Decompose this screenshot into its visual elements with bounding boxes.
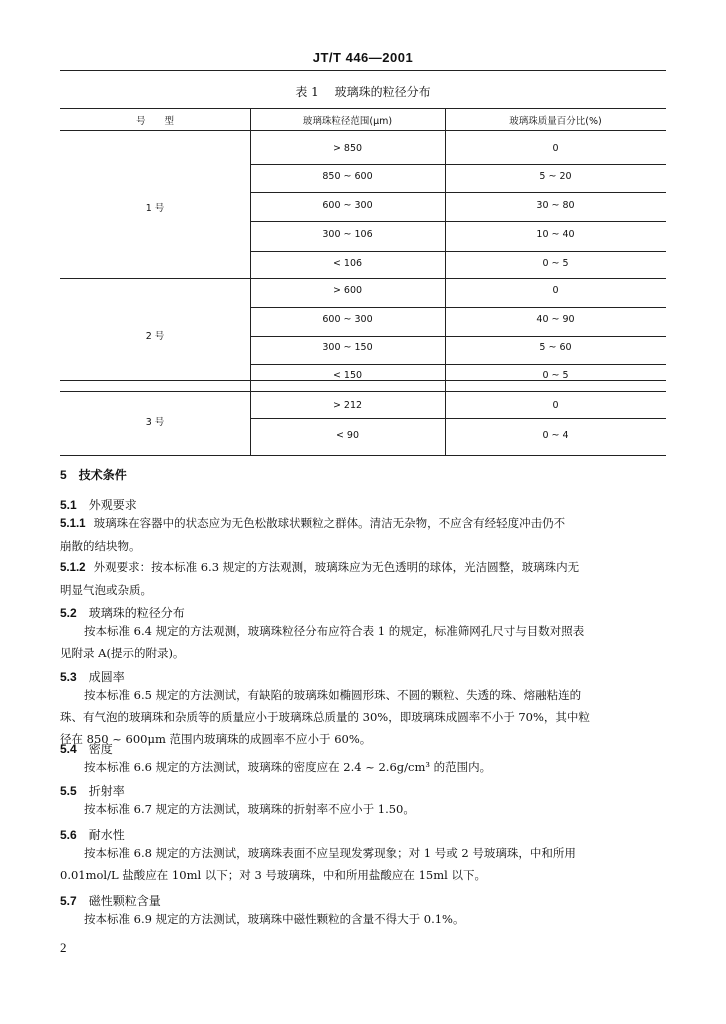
section-5-7-heading xyxy=(60,892,161,909)
mass-percent-cell: 30 ~ 80 xyxy=(536,200,575,211)
paragraph-line: 明显气泡或杂质。 xyxy=(60,583,152,597)
header-rule xyxy=(60,70,666,71)
section-5-5-heading xyxy=(60,782,125,799)
mass-percent-cell: 5 ~ 60 xyxy=(539,342,572,353)
section-title: 玻璃珠的粒径分布 xyxy=(88,606,185,620)
section-number: 5.7 xyxy=(60,894,77,908)
section-5-4-heading xyxy=(60,740,113,757)
mass-percent-cell: 0 xyxy=(552,143,559,154)
paragraph-line: 0.01mol/L 盐酸应在 10ml 以下；对 3 号玻璃珠，中和所用盐酸应在 15ml 以下。 xyxy=(60,868,486,882)
table-header-rule xyxy=(60,130,666,131)
type-label: 2 号 xyxy=(145,331,165,342)
paragraph-line: 按本标准 6.6 规定的方法测试，玻璃珠的密度应在 2.4 ~ 2.6g/cm³ 的范围内。 xyxy=(84,760,492,774)
table-caption xyxy=(0,83,726,100)
section-5-heading xyxy=(60,466,127,483)
section-number: 5.1.2 xyxy=(60,562,86,574)
section-title: 折射率 xyxy=(88,784,125,798)
section-title: 耐水性 xyxy=(88,828,125,842)
size-range-cell: 300 ~ 150 xyxy=(322,342,373,353)
type-label: 3 号 xyxy=(145,417,165,428)
particle-size-table xyxy=(60,108,666,455)
section-number: 5.4 xyxy=(60,742,77,756)
row-rule xyxy=(250,164,666,165)
table-caption-title: 玻璃珠的粒径分布 xyxy=(334,85,431,99)
paragraph-line: 玻璃珠在容器中的状态应为无色松散球状颗粒之群体。清洁无杂物，不应含有经轻度冲击仍不 xyxy=(93,516,566,530)
section-number: 5.6 xyxy=(60,828,77,842)
section-5-1-2-paragraph xyxy=(60,556,668,601)
size-range-cell: > 212 xyxy=(332,400,363,411)
row-rule xyxy=(250,192,666,193)
paragraph-line: 按本标准 6.4 规定的方法观测，玻璃珠粒径分布应符合表 1 的规定，标准筛网孔尺寸与目数对照表 xyxy=(84,624,585,638)
size-range-cell: 300 ~ 106 xyxy=(322,229,373,240)
paragraph-line: 按本标准 6.8 规定的方法测试，玻璃珠表面不应呈现发雾现象；对 1 号或 2 号玻璃珠，中和所用 xyxy=(84,846,576,860)
section-title: 外观要求 xyxy=(88,498,137,512)
row-rule xyxy=(250,364,666,365)
row-rule xyxy=(250,221,666,222)
row-rule xyxy=(250,251,666,252)
section-number: 5.2 xyxy=(60,606,77,620)
size-range-cell: < 90 xyxy=(335,430,360,441)
section-title: 成圆率 xyxy=(88,670,125,684)
section-5-7-paragraph xyxy=(60,908,668,930)
section-title: 技术条件 xyxy=(78,468,127,482)
table-caption-number: 表 1 xyxy=(295,85,319,99)
section-number: 5.1.1 xyxy=(60,518,86,530)
page-number: 2 xyxy=(60,940,67,955)
header-mass-percent: 玻璃珠质量百分比(%) xyxy=(509,116,602,127)
size-range-cell: > 600 xyxy=(332,285,363,296)
standard-code-header: JT/T 446—2001 xyxy=(312,50,414,65)
section-title: 密度 xyxy=(88,742,113,756)
paragraph-line: 珠、有气泡的玻璃珠和杂质等的质量应小于玻璃珠总质量的 30%，即玻璃珠成圆率不小于 70%，其中粒 xyxy=(60,710,590,724)
mass-percent-cell: 5 ~ 20 xyxy=(539,171,572,182)
mass-percent-cell: 0 xyxy=(552,285,559,296)
mass-percent-cell: 0 ~ 5 xyxy=(542,258,569,269)
table-bottom-rule xyxy=(60,455,666,456)
paragraph-line: 径在 850 ~ 600μm 范围内玻璃珠的成圆率不应小于 60%。 xyxy=(60,732,372,746)
section-number: 5.1 xyxy=(60,498,77,512)
group-divider xyxy=(60,278,666,279)
size-range-cell: < 106 xyxy=(332,258,363,269)
header-size-range: 玻璃珠粒径范围(μm) xyxy=(302,116,393,127)
paragraph-line: 见附录 A(提示的附录)。 xyxy=(60,646,185,660)
size-range-cell: > 850 xyxy=(332,143,363,154)
size-range-cell: 600 ~ 300 xyxy=(322,314,373,325)
row-rule xyxy=(250,336,666,337)
header-type: 号 型 xyxy=(135,116,174,127)
section-5-1-heading xyxy=(60,496,137,513)
table-top-rule xyxy=(60,108,666,109)
mass-percent-cell: 40 ~ 90 xyxy=(536,314,575,325)
paragraph-line: 按本标准 6.9 规定的方法测试，玻璃珠中磁性颗粒的含量不得大于 0.1%。 xyxy=(84,912,465,926)
paragraph-line: 崩散的结块物。 xyxy=(60,539,141,553)
size-range-cell: < 150 xyxy=(332,370,363,381)
type-label: 1 号 xyxy=(145,203,165,214)
paragraph-line: 按本标准 6.7 规定的方法测试，玻璃珠的折射率不应小于 1.50。 xyxy=(84,802,415,816)
section-5-3-heading xyxy=(60,668,125,685)
size-range-cell: 850 ~ 600 xyxy=(322,171,373,182)
row-rule xyxy=(250,418,666,419)
mass-percent-cell: 0 ~ 5 xyxy=(542,370,569,381)
section-5-6-paragraph xyxy=(60,842,668,886)
section-5-2-paragraph xyxy=(60,620,668,664)
section-5-5-paragraph xyxy=(60,798,668,820)
mass-percent-cell: 0 xyxy=(552,400,559,411)
section-5-3-paragraph xyxy=(60,684,668,750)
section-5-4-paragraph xyxy=(60,756,668,778)
section-5-6-heading xyxy=(60,826,125,843)
group-divider xyxy=(60,391,666,392)
paragraph-line: 按本标准 6.5 规定的方法测试，有缺陷的玻璃珠如椭圆形珠、不圆的颗粒、失透的珠、熔融粘连的 xyxy=(84,688,582,702)
section-number: 5 xyxy=(60,468,67,482)
section-5-2-heading xyxy=(60,604,185,621)
section-number: 5.5 xyxy=(60,784,77,798)
mass-percent-cell: 10 ~ 40 xyxy=(536,229,575,240)
mass-percent-cell: 0 ~ 4 xyxy=(542,430,569,441)
section-5-1-1-paragraph xyxy=(60,512,668,557)
row-rule xyxy=(250,307,666,308)
section-title: 磁性颗粒含量 xyxy=(88,894,161,908)
paragraph-line: 外观要求：按本标准 6.3 规定的方法观测，玻璃珠应为无色透明的球体，光洁圆整，玻璃珠内无 xyxy=(93,560,580,574)
size-range-cell: 600 ~ 300 xyxy=(322,200,373,211)
section-number: 5.3 xyxy=(60,670,77,684)
